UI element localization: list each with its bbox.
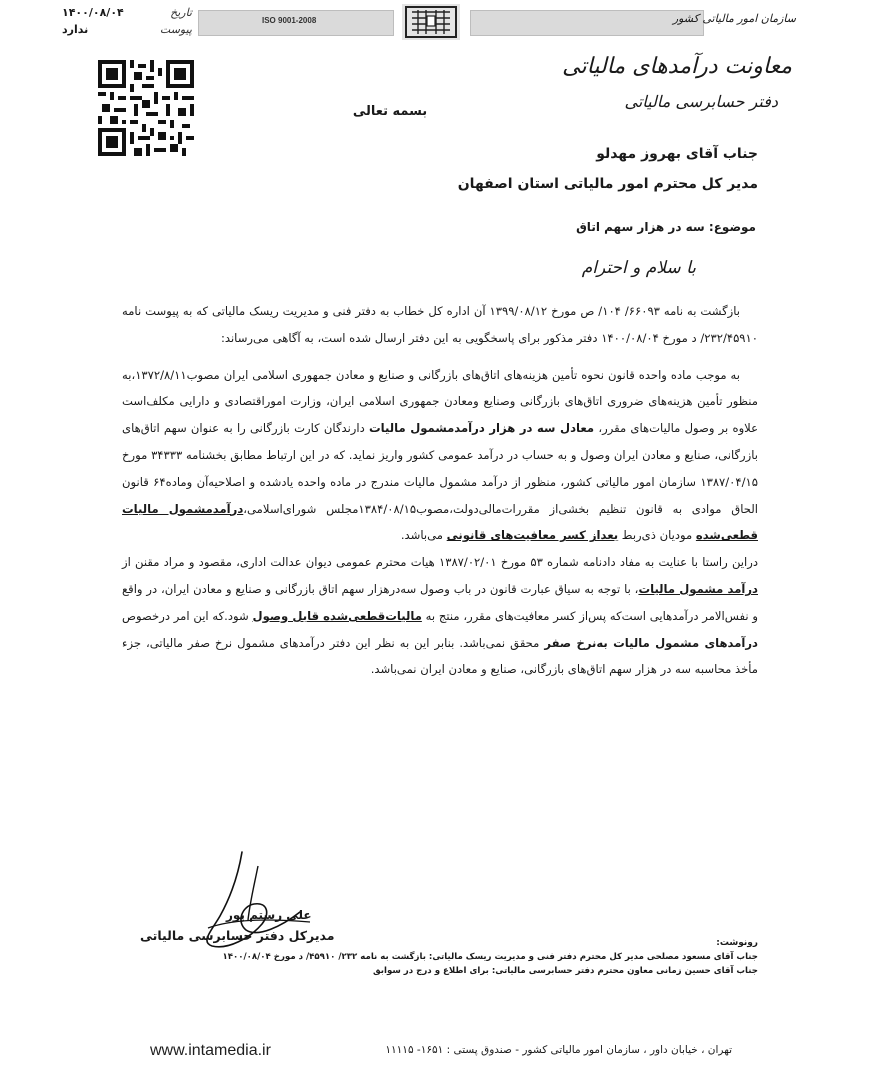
paragraph-3: [122, 549, 758, 683]
p3-underlined-phrase-1: درآمد مشمول مالیات: [638, 581, 758, 596]
attachment-value: ندارد: [62, 23, 89, 36]
attachment-row: [62, 21, 192, 38]
p3-text-c: شود.که این امر درخصوص: [122, 608, 253, 623]
p2-underlined-phrase-2: بعداز کسر معافیت‌های قانونی: [446, 528, 619, 543]
emblem-icon: [402, 4, 460, 40]
cc-header: رونوشت:: [716, 938, 758, 948]
letterhead: [0, 0, 882, 44]
organization-name: سازمان امور مالیاتی کشور: [672, 12, 796, 25]
addressee-name: جناب آقای بهروز مهدلو: [596, 146, 758, 162]
cc-line-1: جناب آقای مسعود مصلحی مدیر کل محترم دفتر فنی و مدیریت ریسک مالیاتی: بازگشت به نامه ۲۳۲/ ۴۵۹۱۰/ د مورخ ۱۴۰۰/۰۸/۰۴: [222, 952, 758, 962]
date-label: تاریخ: [170, 6, 192, 19]
letter-meta: [62, 4, 192, 38]
department-title: معاونت درآمدهای مالیاتی: [562, 54, 792, 79]
signatory-name: علی رستم پور: [226, 908, 312, 922]
p3-underlined-phrase-2: مالیات‌قطعی‌شده قابل وصول: [252, 608, 422, 623]
p3-text-d: محقق نمی‌باشد. بنابر این به نظر این دفتر درآمدهای مشمول نرخ صفر مالیاتی، جزء مأخذ محاسبه سه در هزار سهم اتاق‌های بازرگانی، صنایع و معادن ایران نمی‌باشد.: [122, 635, 758, 677]
subject-text: سه در هزار سهم اتاق: [576, 220, 705, 234]
p2-text-a: به موجب ماده واحده قانون نحوه تأمین هزینه‌های اتاق‌های بازرگانی و صنایع و معادن جمهوری اسلامی ایران مصوب۱۳۷۲/۸/۱۱،به منظور تأمین هزینه‌های ضروری اتاق‌های بازرگانی وصنایع ومعادن جمهوری اسلامی ایران، وزارت اموراقتصادی و دارایی مکلف‌است علاوه بر وصول مالیات‌های مقرر،: [122, 367, 759, 436]
addressee-title: مدیر کل محترم امور مالیاتی استان اصفهان: [457, 176, 758, 192]
subject-label: موضوع:: [708, 220, 756, 234]
qr-code: [98, 60, 194, 156]
postal-address: تهران ، خیابان داور ، سازمان امور مالیاتی کشور - صندوق پستی : ۱۶۵۱- ۱۱۱۱۵: [385, 1044, 732, 1056]
p2-text-e: می‌باشد.: [400, 528, 447, 543]
website-link[interactable]: www.intamedia.ir: [150, 1042, 271, 1059]
basmala: بسمه تعالی: [352, 104, 428, 119]
p2-underlined-phrase-1: درآمدمشمول مالیات قطعی‌شده: [122, 501, 758, 543]
letter-body: [122, 298, 758, 683]
p3-text-a: دراین راستا با عنایت به مفاد دادنامه شماره ۵۳ مورخ ۱۳۸۷/۰۲/۰۱ هیات محترم عمومی دیوان عدالت اداری، مقصود و مراد مقنن از: [122, 555, 758, 570]
p3-bold-phrase: درآمدهای مشمول مالیات به‌نرخ صفر: [544, 635, 758, 650]
paragraph-2: [122, 362, 758, 550]
date-row: [62, 4, 192, 21]
p2-bold-phrase: معادل سه در هزار درآمدمشمول مالیات: [369, 421, 595, 436]
header-band-right: [470, 10, 704, 36]
p2-text-d: مودیان ذی‌ربط: [618, 528, 696, 543]
p3-text-b: ، با توجه به سیاق عبارت قانون در باب وصول سه‌درهزار سهم اتاق بازرگانی و صنایع و معادن ایران، در واقع و نفس‌الامر درآمدهایی است‌که پس‌از کسر معافیت‌های مقرر، منتج به: [122, 581, 758, 623]
signatory-title: مدیرکل دفتر حسابرسی مالیاتی: [140, 928, 335, 943]
p2-text-c: دارندگان کارت بازرگانی را به عنوان سهم اتاق‌های بازرگانی، صنایع و معادن ایران وصول و به حساب در درآمد عمومی کشور واریز نماید. که در این ارتباط مطابق بخشنامه ۳۴۳۳۳ مورخ ۱۳۸۷/۰۴/۱۵ سازمان امور مالیاتی کشور، منظور از درآمد مشمول مالیات مندرج در ماده واحده یادشده و اصلاحیه‌آن وماده۶۴ قانون الحاق موادی به قانون تنظیم بخشی‌از مقررات‌مالی‌دولت،مصوب۱۳۸۴/۰۸/۱۵مجلس شورای‌اسلامی،: [122, 421, 759, 516]
attachment-label: پیوست: [159, 23, 192, 36]
office-title: دفتر حسابرسی مالیاتی: [624, 92, 778, 111]
paragraph-1: بازگشت به نامه ۶۶۰۹۳/ ۱۰۴/ ص مورخ ۱۳۹۹/۰۸/۱۲ آن اداره کل خطاب به دفتر فنی و مدیریت ریسک مالیاتی که به پیوست نامه ۲۳۲/۴۵۹۱۰/ د مورخ ۱۴۰۰/۰۸/۰۴ دفتر مذکور برای پاسخگویی به این دفتر ارسال شده است، به آگاهی می‌رساند:: [122, 304, 758, 345]
iso-certification: ISO 9001-2008: [262, 16, 317, 25]
cc-line-2: جناب آقای حسین زمانی معاون محترم دفتر حسابرسی مالیاتی: برای اطلاع و درج در سوابق: [373, 966, 758, 976]
date-value: ۱۴۰۰/۰۸/۰۴: [62, 6, 124, 19]
subject-line: [576, 220, 756, 234]
greeting: با سلام و احترام: [581, 258, 696, 278]
carbon-copy: [198, 936, 758, 978]
